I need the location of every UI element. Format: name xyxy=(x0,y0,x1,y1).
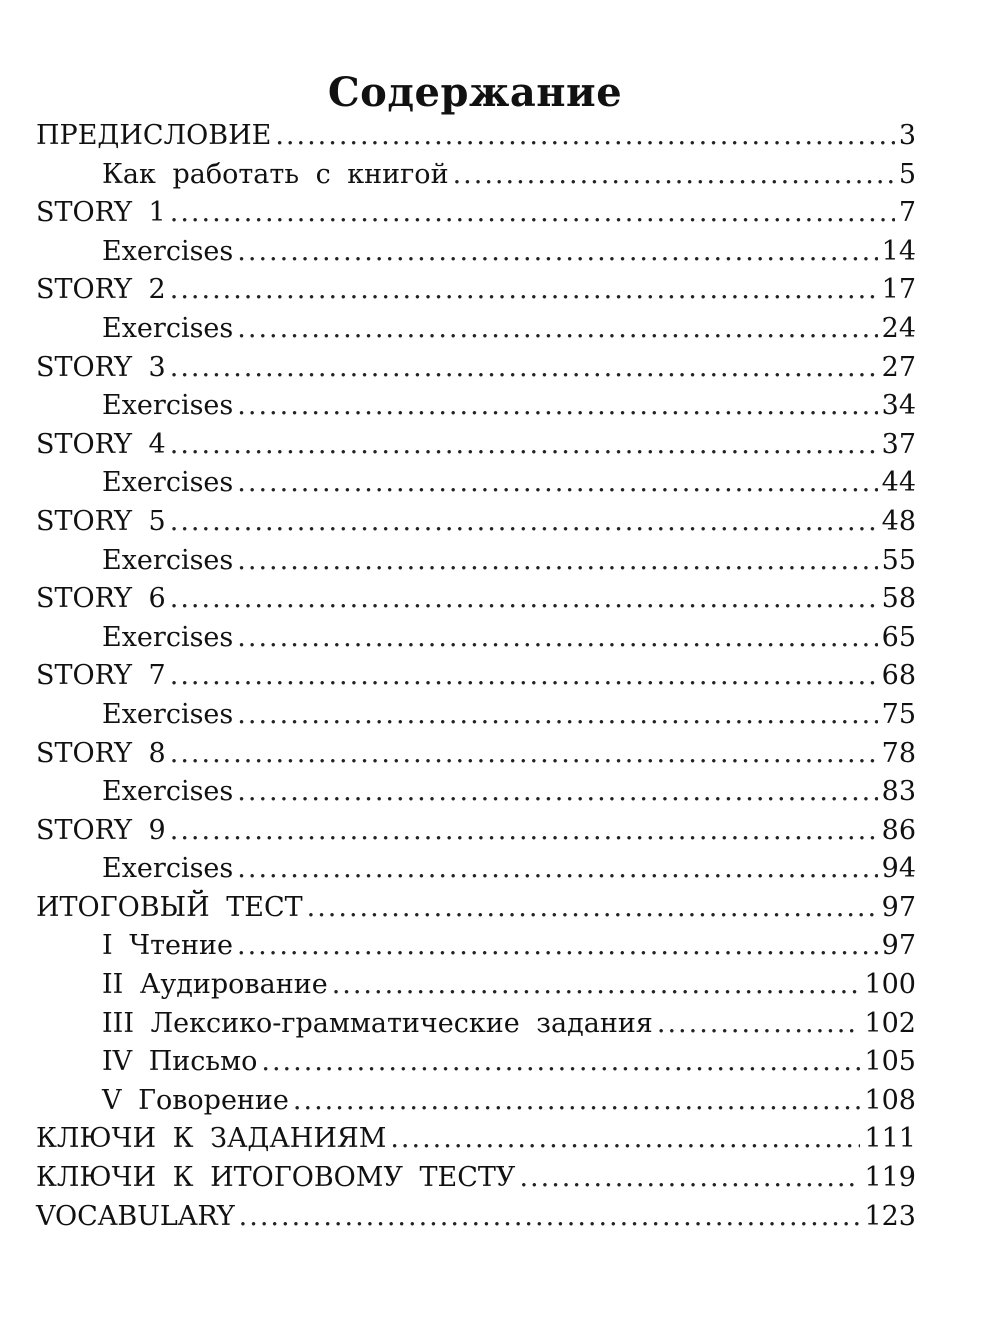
toc-entry xyxy=(36,580,916,619)
toc-entry-label: STORY 3 xyxy=(36,351,166,383)
toc-subentry xyxy=(36,464,916,503)
toc-subentry xyxy=(36,1043,916,1082)
toc-entry xyxy=(36,1159,916,1198)
dot-leader xyxy=(237,542,877,581)
dot-leader xyxy=(170,426,878,465)
toc-entry-label: STORY 2 xyxy=(36,274,166,306)
toc-entry-page-number: 27 xyxy=(881,351,916,383)
toc-entry xyxy=(36,503,916,542)
toc-entry-page-number: 111 xyxy=(864,1123,916,1155)
toc-entry-label: I Чтение xyxy=(102,930,234,962)
toc-entry xyxy=(36,426,916,465)
table-of-contents xyxy=(36,117,916,1236)
toc-subentry xyxy=(36,542,916,581)
toc-entry xyxy=(36,657,916,696)
toc-entry-label: Exercises xyxy=(102,390,234,422)
toc-entry-label: IV Письмо xyxy=(102,1046,258,1078)
toc-subentry xyxy=(36,233,916,272)
toc-entry-page-number: 97 xyxy=(881,891,916,923)
toc-entry-label: STORY 7 xyxy=(36,660,166,692)
toc-entry-label: V Говорение xyxy=(102,1084,289,1116)
toc-entry-label: III Лексико-грамматические задания xyxy=(102,1007,653,1039)
dot-leader xyxy=(170,503,878,542)
toc-entry-page-number: 58 xyxy=(881,583,916,615)
toc-subentry xyxy=(36,927,916,966)
toc-entry-label: ИТОГОВЫЙ ТЕСТ xyxy=(36,891,303,923)
toc-entry-page-number: 3 xyxy=(898,120,916,151)
dot-leader xyxy=(390,1120,860,1159)
toc-entry-label: Exercises xyxy=(102,698,234,730)
toc-entry-page-number: 102 xyxy=(864,1007,916,1039)
dot-leader xyxy=(170,735,878,774)
toc-entry-page-number: 44 xyxy=(881,467,916,499)
dot-leader xyxy=(170,580,878,619)
toc-entry-page-number: 37 xyxy=(881,428,916,460)
toc-subentry xyxy=(36,619,916,658)
toc-subentry xyxy=(36,1082,916,1121)
page-title: Содержание xyxy=(327,68,623,116)
toc-entry-page-number: 86 xyxy=(881,814,916,846)
toc-entry xyxy=(36,349,916,388)
dot-leader xyxy=(239,1198,861,1237)
toc-subentry xyxy=(36,156,916,195)
dot-leader xyxy=(237,696,877,735)
toc-entry-page-number: 94 xyxy=(881,853,916,885)
toc-entry-label: Как работать с книгой xyxy=(102,158,449,190)
toc-entry-label: VOCABULARY xyxy=(36,1200,235,1232)
toc-entry-page-number: 78 xyxy=(881,737,916,769)
toc-entry-page-number: 7 xyxy=(898,197,916,229)
dot-leader xyxy=(261,1043,860,1082)
dot-leader xyxy=(237,464,877,503)
toc-entry-page-number: 48 xyxy=(881,505,916,537)
toc-entry-label: КЛЮЧИ К ЗАДАНИЯМ xyxy=(36,1123,387,1155)
toc-entry-page-number: 123 xyxy=(864,1200,916,1232)
dot-leader xyxy=(453,156,895,195)
toc-entry-label: Exercises xyxy=(102,312,234,344)
toc-entry-label: STORY 4 xyxy=(36,428,166,460)
toc-entry-label: STORY 1 xyxy=(36,197,166,229)
toc-subentry xyxy=(36,773,916,812)
dot-leader xyxy=(237,233,877,272)
dot-leader xyxy=(237,927,878,966)
toc-entry-page-number: 119 xyxy=(864,1162,916,1194)
toc-entry xyxy=(36,889,916,928)
toc-entry-page-number: 55 xyxy=(881,544,916,576)
toc-entry xyxy=(36,1120,916,1159)
toc-entry-page-number: 68 xyxy=(881,660,916,692)
toc-entry-label: ПРЕДИСЛОВИЕ xyxy=(36,120,272,151)
toc-entry-label: Exercises xyxy=(102,776,234,808)
toc-entry-page-number: 65 xyxy=(881,621,916,653)
toc-entry-page-number: 14 xyxy=(881,235,916,267)
toc-entry-label: STORY 9 xyxy=(36,814,166,846)
dot-leader xyxy=(170,349,878,388)
toc-entry xyxy=(36,271,916,310)
toc-entry-label: II Аудирование xyxy=(102,969,328,1001)
toc-entry-page-number: 34 xyxy=(881,390,916,422)
dot-leader xyxy=(170,812,878,851)
toc-subentry xyxy=(36,387,916,426)
toc-entry-label: STORY 6 xyxy=(36,583,166,615)
toc-subentry xyxy=(36,1005,916,1044)
dot-leader xyxy=(237,310,877,349)
toc-entry-label: Exercises xyxy=(102,544,234,576)
dot-leader xyxy=(237,773,877,812)
toc-entry-label: STORY 5 xyxy=(36,505,166,537)
toc-entry-page-number: 83 xyxy=(881,776,916,808)
toc-entry-page-number: 75 xyxy=(881,698,916,730)
toc-subentry xyxy=(36,696,916,735)
toc-entry-label: Exercises xyxy=(102,621,234,653)
toc-entry-label: Exercises xyxy=(102,235,234,267)
toc-subentry xyxy=(36,966,916,1005)
dot-leader xyxy=(275,117,894,156)
dot-leader xyxy=(519,1159,860,1198)
dot-leader xyxy=(332,966,861,1005)
toc-entry-label: STORY 8 xyxy=(36,737,166,769)
toc-entry xyxy=(36,735,916,774)
toc-entry-page-number: 24 xyxy=(881,312,916,344)
toc-entry xyxy=(36,194,916,233)
dot-leader xyxy=(237,850,877,889)
toc-subentry xyxy=(36,310,916,349)
toc-entry-page-number: 100 xyxy=(864,969,916,1001)
dot-leader xyxy=(307,889,878,928)
toc-entry-label: Exercises xyxy=(102,467,234,499)
toc-entry-page-number: 97 xyxy=(881,930,916,962)
toc-entry-page-number: 108 xyxy=(864,1084,916,1116)
toc-subentry xyxy=(36,850,916,889)
toc-entry-page-number: 5 xyxy=(898,158,916,190)
dot-leader xyxy=(237,387,877,426)
toc-entry-page-number: 17 xyxy=(881,274,916,306)
toc-entry-label: Exercises xyxy=(102,853,234,885)
dot-leader xyxy=(170,194,895,233)
dot-leader xyxy=(237,619,877,658)
dot-leader xyxy=(170,657,878,696)
dot-leader xyxy=(170,271,878,310)
toc-entry-page-number: 105 xyxy=(864,1046,916,1078)
dot-leader xyxy=(657,1005,861,1044)
toc-entry-label: КЛЮЧИ К ИТОГОВОМУ ТЕСТУ xyxy=(36,1162,516,1194)
toc-entry xyxy=(36,1198,916,1237)
dot-leader xyxy=(293,1082,861,1121)
toc-entry xyxy=(36,117,916,156)
toc-entry xyxy=(36,812,916,851)
